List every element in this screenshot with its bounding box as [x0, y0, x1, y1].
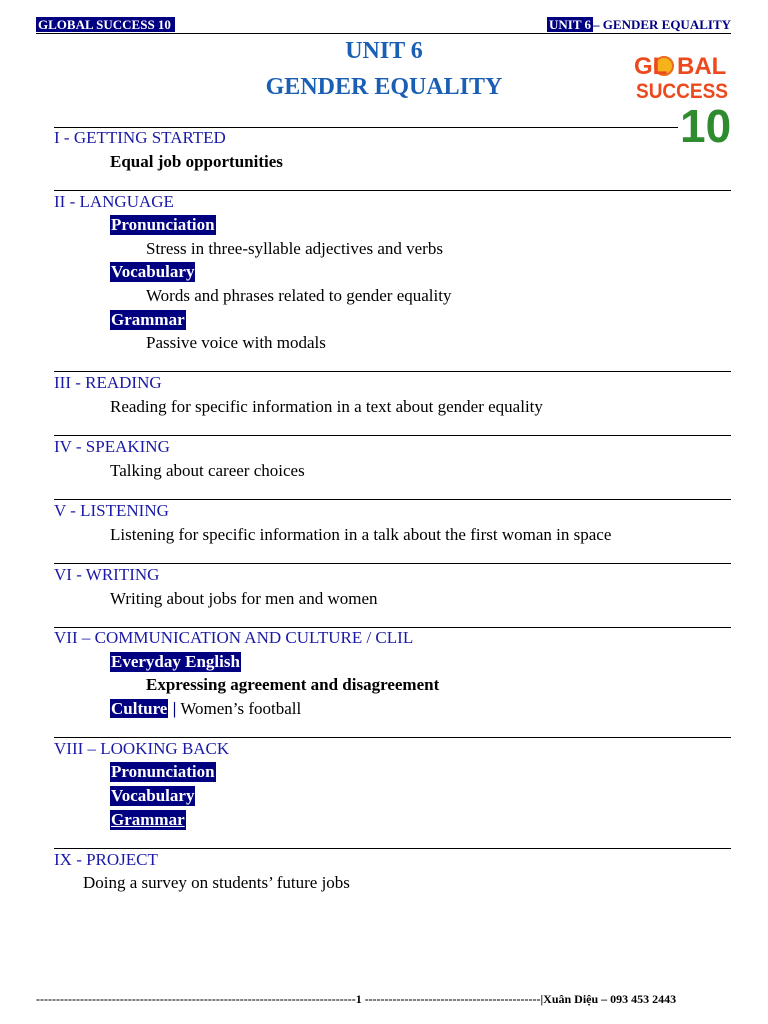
header-divider: [36, 33, 731, 34]
pronunciation-text: Stress in three-syllable adjectives and verbs: [146, 239, 443, 258]
section-divider-3: [54, 371, 731, 372]
unit-title: GENDER EQUALITY: [265, 74, 503, 100]
culture-separator: |: [172, 699, 177, 718]
reading-text: Reading for specific information in a text about gender equality: [110, 397, 543, 416]
logo-word-gl: GL: [634, 53, 668, 80]
project-text: Doing a survey on students’ future jobs: [83, 873, 350, 892]
header-unit-text: – GENDER EQUALITY: [593, 17, 731, 32]
section-divider-8: [54, 737, 731, 738]
header-book-title: GLOBAL SUCCESS 10: [36, 17, 175, 32]
section-heading-project: IX - PROJECT: [54, 850, 158, 869]
section-heading-reading: III - READING: [54, 373, 162, 392]
page-footer: [36, 992, 731, 1007]
section-heading-speaking: IV - SPEAKING: [54, 437, 170, 456]
listening-text: Listening for specific information in a talk about the first woman in space: [110, 525, 612, 544]
grammar-label: Grammar: [111, 310, 185, 329]
section-heading-listening: V - LISTENING: [54, 501, 169, 520]
section-divider-9: [54, 848, 731, 849]
section-divider-5: [54, 499, 731, 500]
footer-author: |Xuân Diệu – 093 453 2443: [540, 992, 677, 1006]
section-heading-getting-started: I - GETTING STARTED: [54, 128, 226, 147]
speaking-text: Talking about career choices: [110, 461, 305, 480]
pronunciation-label: Pronunciation: [111, 215, 215, 234]
logo-word-success: SUCCESS: [636, 80, 728, 103]
section-heading-writing: VI - WRITING: [54, 565, 160, 584]
section-heading-language: II - LANGUAGE: [54, 192, 174, 211]
everyday-english-label: Everyday English: [111, 652, 240, 671]
header-unit: [547, 17, 731, 32]
vocabulary-label: Vocabulary: [111, 262, 195, 281]
everyday-english-text: Expressing agreement and disagreement: [146, 675, 440, 694]
grammar-text: Passive voice with modals: [146, 333, 326, 352]
vocabulary-text: Words and phrases related to gender equality: [146, 286, 452, 305]
section-divider-6: [54, 563, 731, 564]
looking-back-pronunciation-label: Pronunciation: [111, 762, 215, 781]
getting-started-topic: Equal job opportunities: [110, 152, 283, 171]
culture-text: Women’s football: [180, 699, 302, 718]
section-divider-2: [54, 190, 731, 191]
header-unit-tag: UNIT 6: [549, 17, 592, 32]
page-number: 1: [355, 992, 362, 1006]
section-divider-4: [54, 435, 731, 436]
section-heading-looking-back: VIII – LOOKING BACK: [54, 739, 230, 758]
culture-row: [110, 699, 301, 719]
logo-word-bal: BAL: [677, 53, 727, 80]
section-heading-communication: VII – COMMUNICATION AND CULTURE / CLIL: [54, 628, 414, 647]
global-success-logo: [632, 50, 736, 146]
looking-back-grammar-label: Grammar: [111, 810, 185, 829]
looking-back-vocabulary-label: Vocabulary: [111, 786, 195, 805]
unit-number: UNIT 6: [345, 38, 423, 64]
culture-label: Culture: [111, 699, 168, 718]
writing-text: Writing about jobs for men and women: [110, 589, 378, 608]
logo-number: 10: [680, 100, 732, 146]
footer-right-dashes: --------------------------------------------: [364, 992, 541, 1006]
footer-left-dashes: --------------------------------------------------------------------------------: [36, 992, 356, 1006]
